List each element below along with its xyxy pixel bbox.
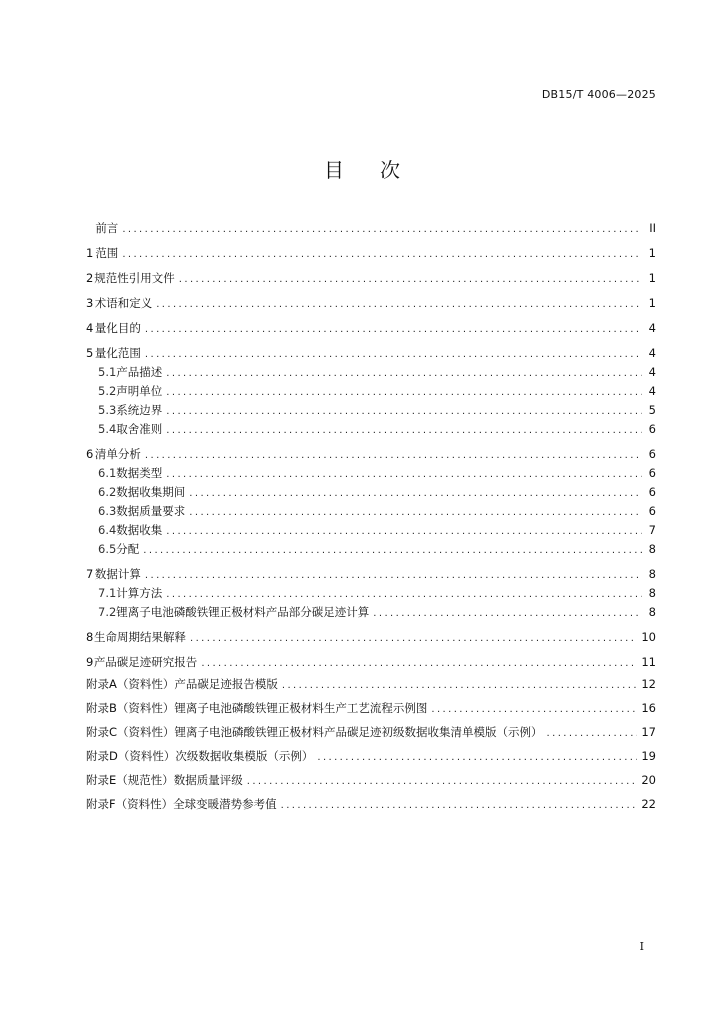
- toc-entry-page: 5: [648, 403, 656, 417]
- toc-entry[interactable]: [86, 293, 656, 313]
- toc-entry-page: 8: [648, 605, 656, 619]
- toc-entry-page: 4: [648, 384, 656, 398]
- toc-dot-leader: [190, 629, 637, 649]
- toc-entry-label: 锂离子电池磷酸铁锂正极材料生产工艺流程示例图: [174, 701, 428, 715]
- toc-entry-label: 系统边界: [116, 403, 163, 417]
- toc-entry-page: 1: [648, 246, 656, 260]
- toc-entry[interactable]: [86, 343, 656, 363]
- toc-entry-number: 6.2: [98, 485, 117, 499]
- toc-dot-leader: [189, 503, 642, 522]
- toc-entry[interactable]: [86, 420, 656, 439]
- toc-entry-number: 7.2: [98, 605, 117, 619]
- toc-dot-leader: [122, 245, 642, 265]
- toc-entry[interactable]: [86, 792, 656, 816]
- toc-entry-page: 22: [641, 797, 656, 811]
- toc-entry-number: 5.4: [98, 422, 117, 436]
- toc-entry-number: 附录C（资料性）: [86, 725, 175, 739]
- toc-dot-leader: [547, 722, 638, 746]
- toc-entry-number: 4: [86, 321, 94, 335]
- toc-entry-number: 附录B（资料性）: [86, 701, 175, 715]
- toc-entry[interactable]: [86, 603, 656, 622]
- toc-entry-page: 16: [641, 701, 656, 715]
- toc-dot-leader: [145, 320, 642, 340]
- toc-entry-page: 8: [648, 586, 656, 600]
- toc-dot-leader: [166, 383, 642, 402]
- toc-entry-page: 20: [641, 773, 656, 787]
- toc-entry-page: 7: [648, 523, 656, 537]
- toc-entry-number: 7.1: [98, 586, 117, 600]
- toc-entry-number: 6.1: [98, 466, 117, 480]
- toc-entry-label: 术语和定义: [94, 296, 153, 310]
- toc-entry-label: 量化范围: [94, 346, 141, 360]
- toc-entry[interactable]: [86, 401, 656, 420]
- toc-entry-label: 清单分析: [94, 447, 141, 461]
- toc-entry-number: 5.1: [98, 365, 117, 379]
- toc-entry-page: 6: [648, 466, 656, 480]
- toc-entry[interactable]: [86, 672, 656, 696]
- toc-entry[interactable]: [86, 318, 656, 338]
- toc-entry-label: 声明单位: [116, 384, 163, 398]
- toc-entry-label: 前言: [95, 221, 119, 235]
- toc-entry-page: 6: [648, 485, 656, 499]
- toc-entry-number: 9: [86, 655, 94, 669]
- toc-dot-leader: [281, 794, 638, 818]
- toc-entry-page: 1: [648, 296, 656, 310]
- toc-entry-page: 6: [648, 447, 656, 461]
- toc-entry-page: 6: [648, 422, 656, 436]
- toc-entry[interactable]: [86, 744, 656, 768]
- toc-entry[interactable]: [86, 382, 656, 401]
- toc-dot-leader: [145, 446, 642, 466]
- table-of-contents: [86, 218, 656, 816]
- toc-entry-number: 附录D（资料性）: [86, 749, 176, 763]
- toc-entry-page: 4: [648, 346, 656, 360]
- toc-entry[interactable]: [86, 652, 656, 672]
- toc-dot-leader: [166, 421, 642, 440]
- toc-entry-label: 数据质量评级: [173, 773, 243, 787]
- document-id: DB15/T 4006—2025: [541, 88, 656, 101]
- toc-entry-label: 范围: [95, 246, 119, 260]
- toc-entry-number: 6.3: [98, 504, 117, 518]
- toc-entry-number: 附录A（资料性）: [86, 677, 175, 691]
- toc-entry-label: 数据质量要求: [116, 504, 186, 518]
- toc-entry-number: 5: [86, 346, 94, 360]
- toc-entry-label: 产品碳足迹研究报告: [93, 655, 198, 669]
- toc-entry-label: 锂离子电池磷酸铁锂正极材料产品碳足迹初级数据收集清单模版（示例）: [174, 725, 543, 739]
- toc-dot-leader: [156, 295, 642, 315]
- toc-entry-label: 计算方法: [116, 586, 163, 600]
- toc-dot-leader: [179, 270, 642, 290]
- toc-entry-number: 3: [86, 296, 94, 310]
- toc-entry-page: 10: [641, 630, 656, 644]
- toc-entry-number: 6.5: [98, 542, 117, 556]
- toc-entry[interactable]: [86, 243, 656, 263]
- toc-entry[interactable]: [86, 696, 656, 720]
- toc-dot-leader: [317, 746, 637, 770]
- title-part-2: 次: [380, 158, 400, 182]
- toc-entry-label: 生命周期结果解释: [94, 630, 187, 644]
- toc-entry-number: 7: [86, 567, 94, 581]
- toc-entry-page: 4: [648, 321, 656, 335]
- toc-entry-label: 锂离子电池磷酸铁锂正极材料产品部分碳足迹计算: [116, 605, 370, 619]
- toc-entry-label: 数据类型: [116, 466, 163, 480]
- toc-entry-number: 附录E（规范性）: [86, 773, 174, 787]
- toc-entry-page: 6: [648, 504, 656, 518]
- toc-entry[interactable]: [86, 483, 656, 502]
- toc-entry-page: 19: [641, 749, 656, 763]
- toc-dot-leader: [189, 484, 642, 503]
- toc-entry[interactable]: [86, 218, 656, 238]
- toc-entry-number: 5.3: [98, 403, 117, 417]
- toc-entry[interactable]: [86, 268, 656, 288]
- toc-dot-leader: [143, 541, 642, 560]
- toc-entry[interactable]: [86, 444, 656, 464]
- toc-entry-label: 产品描述: [116, 365, 163, 379]
- toc-dot-leader: [431, 698, 637, 722]
- toc-entry[interactable]: [86, 768, 656, 792]
- toc-entry-number: 附录F（资料性）: [86, 797, 174, 811]
- toc-entry-label: 量化目的: [94, 321, 141, 335]
- toc-entry-page: 4: [648, 365, 656, 379]
- toc-dot-leader: [122, 220, 642, 240]
- toc-dot-leader: [247, 770, 638, 794]
- toc-dot-leader: [145, 566, 642, 586]
- toc-entry-number: 5.2: [98, 384, 117, 398]
- toc-entry[interactable]: [86, 363, 656, 382]
- toc-entry-label: 数据收集期间: [116, 485, 186, 499]
- toc-dot-leader: [373, 604, 642, 623]
- toc-entry-label: 数据计算: [94, 567, 141, 581]
- toc-entry-label: 产品碳足迹报告模版: [174, 677, 278, 691]
- toc-entry-number: 1: [86, 246, 94, 260]
- toc-dot-leader: [166, 585, 642, 604]
- footer-page-number: I: [639, 940, 644, 953]
- toc-dot-leader: [166, 402, 642, 421]
- toc-entry[interactable]: [86, 521, 656, 540]
- toc-entry[interactable]: [86, 564, 656, 584]
- toc-entry[interactable]: [86, 627, 656, 647]
- toc-entry-number: 2: [86, 271, 94, 285]
- toc-entry-number: 8: [86, 630, 94, 644]
- toc-entry[interactable]: [86, 720, 656, 744]
- toc-entry-page: II: [649, 221, 656, 235]
- toc-dot-leader: [201, 654, 637, 674]
- toc-dot-leader: [145, 345, 642, 365]
- toc-entry[interactable]: [86, 540, 656, 559]
- toc-entry-page: 1: [648, 271, 656, 285]
- toc-entry-page: 17: [641, 725, 656, 739]
- toc-entry-page: 8: [648, 567, 656, 581]
- toc-entry-label: 规范性引用文件: [94, 271, 175, 285]
- toc-entry-label: 分配: [116, 542, 140, 556]
- toc-dot-leader: [282, 674, 637, 698]
- toc-entry-label: 数据收集: [116, 523, 163, 537]
- toc-entry-label: 次级数据收集模版（示例）: [175, 749, 314, 763]
- toc-entry-label: 全球变暖潜势参考值: [173, 797, 277, 811]
- toc-entry-label: 取舍准则: [116, 422, 163, 436]
- toc-entry-number: 6: [86, 447, 94, 461]
- toc-entry-number: 6.4: [98, 523, 117, 537]
- toc-entry-page: 11: [641, 655, 656, 669]
- page-title: [0, 154, 724, 183]
- toc-entry[interactable]: [86, 584, 656, 603]
- toc-entry-page: 8: [648, 542, 656, 556]
- toc-dot-leader: [166, 465, 642, 484]
- toc-dot-leader: [166, 364, 642, 383]
- title-part-1: 目: [324, 158, 344, 182]
- toc-entry[interactable]: [86, 502, 656, 521]
- toc-entry-page: 12: [641, 677, 656, 691]
- toc-entry[interactable]: [86, 464, 656, 483]
- toc-dot-leader: [166, 522, 642, 541]
